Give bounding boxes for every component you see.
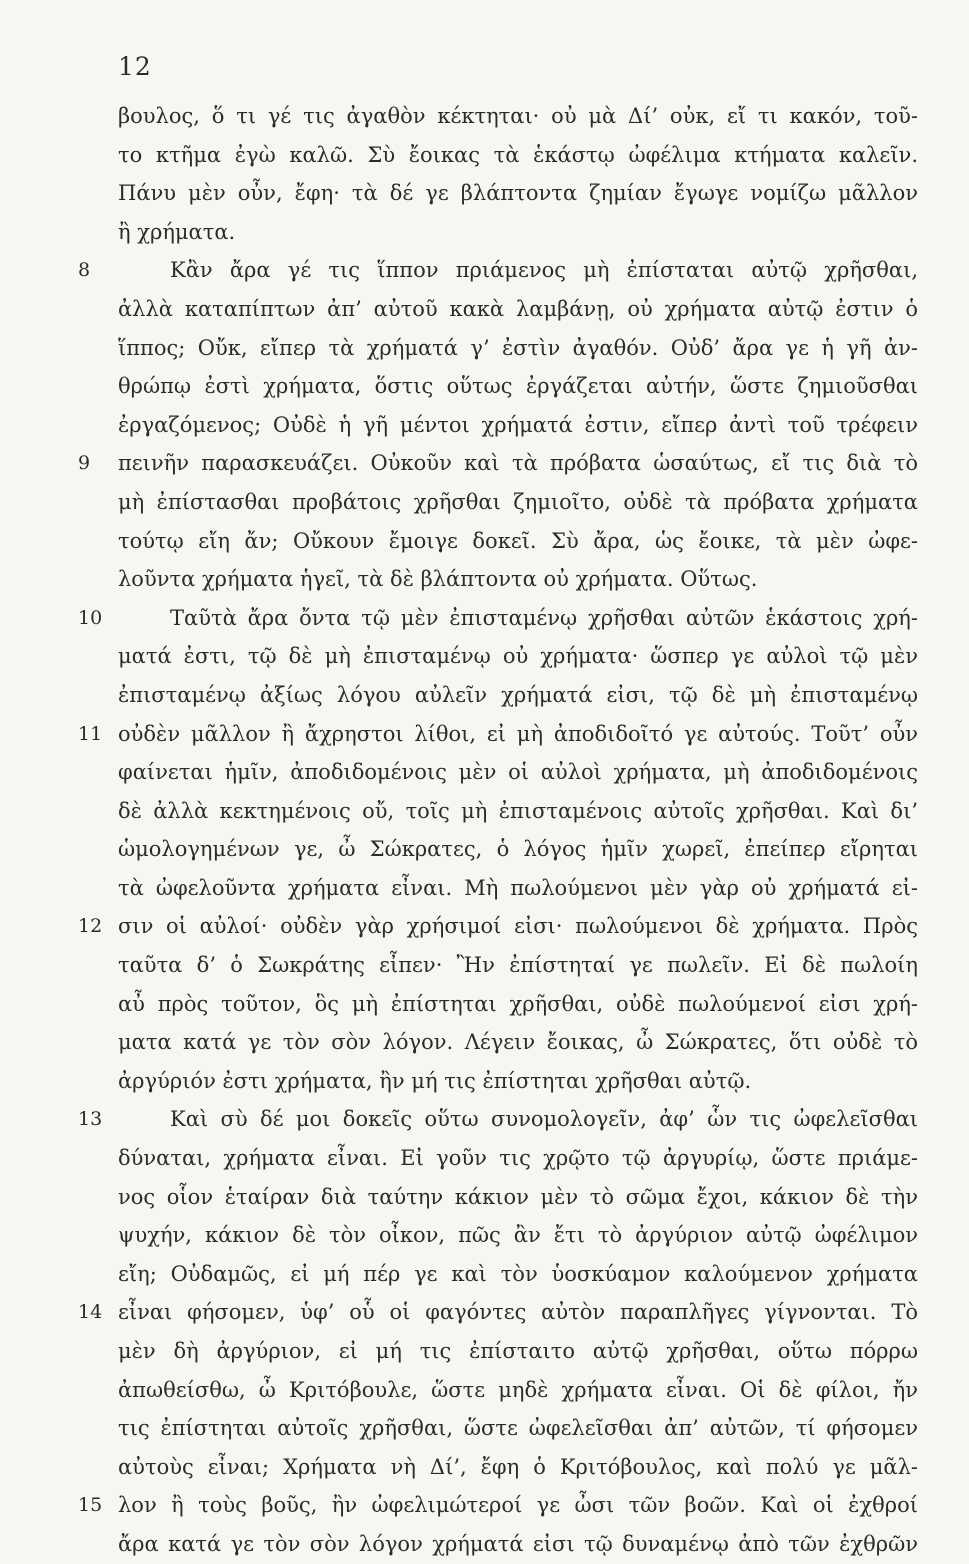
section-number: 11 <box>78 722 103 745</box>
text-line <box>118 290 918 329</box>
line-text: εἴη; Οὐδαμῶς, εἰ μή πέρ γε καὶ τὸν ὑοσκύαμον καλούμενον χρήματα <box>118 1261 918 1286</box>
text-line <box>118 1525 918 1564</box>
text-line <box>118 1178 918 1217</box>
line-text: ἐργαζόμενος; Οὐδὲ ἡ γῆ μέντοι χρήματά ἐστιν, εἴπερ ἀντὶ τοῦ τρέφειν <box>118 412 918 437</box>
line-text: δὲ ἀλλὰ κεκτημένοις οὔ, τοῖς μὴ ἐπισταμένοις αὐτοῖς χρῆσθαι. Καὶ δι’ <box>118 798 918 823</box>
line-text: ἢ χρήματα. <box>118 219 236 244</box>
text-line <box>78 1486 918 1525</box>
section-number: 13 <box>78 1108 103 1131</box>
text-line <box>118 174 918 213</box>
text-line <box>118 136 918 175</box>
line-text: ψυχήν, κάκιον δὲ τὸν οἶκον, πῶς ἂν ἔτι τὸ ἀργύριον αὐτῷ ὠφέλιμον <box>118 1223 918 1248</box>
text-line <box>118 560 918 599</box>
line-text: τις ἐπίστηται αὐτοῖς χρῆσθαι, ὥστε ὠφελεῖσθαι ἀπ’ αὐτῶν, τί φήσομεν <box>118 1416 918 1441</box>
line-text: μὲν δὴ ἀργύριον, εἰ μή τις ἐπίσταιτο αὐτῷ χρῆσθαι, οὕτω πόρρω <box>118 1339 918 1363</box>
text-line <box>118 1409 918 1448</box>
text-line <box>118 869 918 908</box>
text-line <box>118 1371 918 1410</box>
section-number: 15 <box>78 1494 103 1517</box>
line-text: ἵππος; Οὔκ, εἴπερ τὰ χρήματά γ’ ἐστὶν ἀγαθόν. Οὐδ’ ἄρα γε ἡ γῆ ἀν- <box>118 335 918 360</box>
text-line <box>78 599 918 638</box>
line-text: αὐτοὺς εἶναι; Χρήματα νὴ Δί’, ἔφη ὁ Κριτόβουλος, καὶ πολύ γε μᾶλ- <box>118 1454 918 1479</box>
section-number: 12 <box>78 915 103 938</box>
section-number: 9 <box>78 452 91 475</box>
line-text: ματα κατά γε τὸν σὸν λόγον. Λέγειν ἔοικας, ὦ Σώκρατες, ὅτι οὐδὲ τὸ <box>118 1030 918 1055</box>
line-text: ταῦτα δ’ ὁ Σωκράτης εἶπεν· Ἢν ἐπίστηταί γε πωλεῖν. Εἰ δὲ πωλοίη <box>118 953 918 978</box>
line-text: σιν οἱ αὐλοί· οὐδὲν γὰρ χρήσιμοί εἰσι· πωλούμενοι δὲ χρήματα. Πρὸς <box>118 914 918 939</box>
text-line <box>118 483 918 522</box>
line-text: αὖ πρὸς τοῦτον, ὃς μὴ ἐπίστηται χρῆσθαι, οὐδὲ πωλούμενοί εἰσι χρή- <box>118 991 918 1016</box>
text-line <box>118 367 918 406</box>
line-text: θρώπῳ ἐστὶ χρήματα, ὅστις οὕτως ἐργάζεται αὐτήν, ὥστε ζημιοῦσθαι <box>118 374 918 399</box>
line-text: φαίνεται ἡμῖν, ἀποδιδομένοις μὲν οἱ αὐλοὶ χρήματα, μὴ ἀποδιδομένοις <box>118 760 918 785</box>
line-text: Ταῦτὰ ἄρα ὄντα τῷ μὲν ἐπισταμένῳ χρῆσθαι αὐτῶν ἑκάστοις χρή- <box>170 605 918 630</box>
line-text: δύναται, χρήματα εἶναι. Εἰ γοῦν τις χρῷτο τῷ ἀργυρίῳ, ὥστε πριάμε- <box>118 1146 918 1171</box>
page-number: 12 <box>118 52 152 81</box>
line-text: ὡμολογημένων γε, ὦ Σώκρατες, ὁ λόγος ἡμῖν χωρεῖ, ἐπείπερ εἴρηται <box>118 837 918 862</box>
text-line <box>118 213 918 252</box>
line-text: πεινῆν παρασκευάζει. Οὐκοῦν καὶ τὰ πρόβατα ὡσαύτως, εἴ τις διὰ τὸ <box>118 451 918 476</box>
line-text: τὰ ὠφελοῦντα χρήματα εἶναι. Μὴ πωλούμενοι μὲν γὰρ οὐ χρήματά εἰ- <box>118 875 918 900</box>
text-line <box>118 1139 918 1178</box>
text-line <box>118 329 918 368</box>
text-line <box>118 1332 918 1371</box>
text-line <box>118 1448 918 1487</box>
section-number: 14 <box>78 1301 103 1324</box>
line-text: ἐπισταμένῳ ἀξίως λόγου αὐλεῖν χρήματά εἰσι, τῷ δὲ μὴ ἐπισταμένῳ <box>118 682 918 707</box>
text-line <box>118 830 918 869</box>
text-line <box>78 1100 918 1139</box>
section-number: 10 <box>78 606 103 629</box>
text-line <box>118 1216 918 1255</box>
text-line <box>118 946 918 985</box>
line-text: τούτῳ εἴη ἄν; Οὔκουν ἔμοιγε δοκεῖ. Σὺ ἄρα, ὡς ἔοικε, τὰ μὲν ὠφε- <box>118 528 918 553</box>
line-text: ἀπωθείσθω, ὦ Κριτόβουλε, ὥστε μηδὲ χρήματα εἶναι. Οἱ δὲ φίλοι, ἤν <box>118 1377 918 1402</box>
text-line <box>118 985 918 1024</box>
text-line <box>118 792 918 831</box>
text-line <box>118 1023 918 1062</box>
text-line <box>118 676 918 715</box>
line-text: νος οἷον ἑταίραν διὰ ταύτην κάκιον μὲν τὸ σῶμα ἔχοι, κάκιον δὲ τὴν <box>118 1184 918 1209</box>
line-text: ἄρα κατά γε τὸν σὸν λόγον χρήματά εἰσι τῷ δυναμένῳ ἀπὸ τῶν ἐχθρῶν <box>118 1531 918 1556</box>
text-line <box>118 522 918 561</box>
text-line <box>78 251 918 290</box>
line-text: το κτῆμα ἐγὼ καλῶ. Σὺ ἔοικας τὰ ἑκάστῳ ὠφέλιμα κτήματα καλεῖν. <box>118 142 918 167</box>
line-text: μὴ ἐπίστασθαι προβάτοις χρῆσθαι ζημιοῖτο, οὐδὲ τὰ πρόβατα χρήματα <box>118 489 918 514</box>
text-line <box>78 444 918 483</box>
text-line <box>78 1293 918 1332</box>
line-text: λον ἢ τοὺς βοῦς, ἢν ὠφελιμώτεροί γε ὦσι τῶν βοῶν. Καὶ οἱ ἐχθροί <box>118 1493 918 1518</box>
text-line <box>118 97 918 136</box>
line-text: Πάνυ μὲν οὖν, ἔφη· τὰ δέ γε βλάπτοντα ζημίαν ἔγωγε νομίζω μᾶλλον <box>118 181 918 206</box>
line-text: εἶναι φήσομεν, ὑφ’ οὗ οἱ φαγόντες αὐτὸν παραπλῆγες γίγνονται. Τὸ <box>118 1300 918 1325</box>
text-line <box>118 637 918 676</box>
greek-text-body <box>78 97 918 1564</box>
line-text: ἀργύριόν ἐστι χρήματα, ἢν μή τις ἐπίστηται χρῆσθαι αὐτῷ. <box>118 1068 752 1093</box>
line-text: Καὶ σὺ δέ μοι δοκεῖς οὕτω συνομολογεῖν, ἀφ’ ὧν τις ὠφελεῖσθαι <box>170 1107 918 1132</box>
text-line <box>118 1062 918 1101</box>
section-number: 8 <box>78 259 91 282</box>
text-line <box>118 1255 918 1294</box>
line-text: ματά ἐστι, τῷ δὲ μὴ ἐπισταμένῳ οὐ χρήματα· ὥσπερ γε αὐλοὶ τῷ μὲν <box>118 644 918 669</box>
line-text: οὐδὲν μᾶλλον ἢ ἄχρηστοι λίθοι, εἰ μὴ ἀποδιδοῖτό γε αὐτούς. Τοῦτ’ οὖν <box>118 721 918 746</box>
line-text: βουλος, ὅ τι γέ τις ἀγαθὸν κέκτηται· οὐ μὰ Δί’ οὐκ, εἴ τι κακόν, τοῦ- <box>118 104 918 128</box>
text-line <box>118 753 918 792</box>
line-text: λοῦντα χρήματα ἡγεῖ, τὰ δὲ βλάπτοντα οὐ χρήματα. Οὕτως. <box>118 567 758 592</box>
text-line <box>78 907 918 946</box>
line-text: ἀλλὰ καταπίπτων ἀπ’ αὐτοῦ κακὰ λαμβάνῃ, οὐ χρήματα αὐτῷ ἐστιν ὁ <box>118 296 918 321</box>
text-line <box>78 715 918 754</box>
line-text: Κἂν ἄρα γέ τις ἵππον πριάμενος μὴ ἐπίσταται αὐτῷ χρῆσθαι, <box>170 258 918 283</box>
text-line <box>118 406 918 445</box>
